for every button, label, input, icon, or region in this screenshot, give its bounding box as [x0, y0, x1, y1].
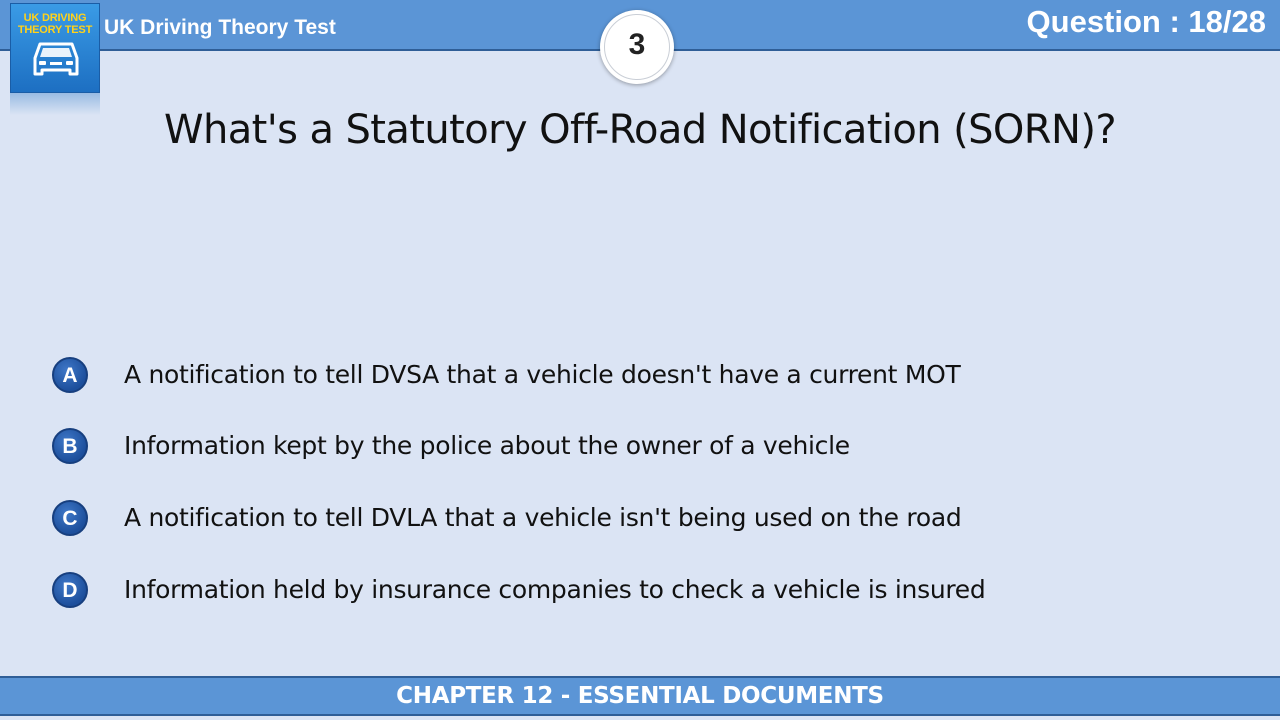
logo-reflection [10, 93, 100, 115]
answer-option-a[interactable] [52, 356, 1232, 396]
option-text-c: A notification to tell DVLA that a vehicle isn't being used on the road [124, 503, 962, 532]
question-counter: Question : 18/28 [1026, 4, 1266, 39]
answer-option-b[interactable] [52, 427, 1232, 467]
timer-value: 3 [628, 28, 646, 61]
answer-option-d[interactable] [52, 571, 1232, 611]
app-title: UK Driving Theory Test [104, 16, 336, 39]
option-text-b: Information kept by the police about the owner of a vehicle [124, 431, 850, 460]
answer-option-c[interactable] [52, 499, 1232, 539]
question-text: What's a Statutory Off-Road Notification (SORN)? [164, 107, 1116, 153]
logo-line-2: THEORY TEST [17, 24, 93, 36]
option-badge-d: D [52, 572, 88, 608]
option-badge-b: B [52, 428, 88, 464]
logo-line-1: UK DRIVING [23, 12, 87, 24]
car-icon [30, 40, 82, 80]
chapter-label: CHAPTER 12 - ESSENTIAL DOCUMENTS [396, 683, 884, 709]
footer-bar [0, 676, 1280, 716]
option-text-a: A notification to tell DVSA that a vehicle doesn't have a current MOT [124, 360, 961, 389]
option-badge-a: A [52, 357, 88, 393]
option-text-d: Information held by insurance companies to check a vehicle is insured [124, 575, 986, 604]
option-badge-c: C [52, 500, 88, 536]
countdown-timer [600, 10, 674, 84]
logo-text [11, 12, 99, 36]
app-logo [10, 3, 100, 93]
